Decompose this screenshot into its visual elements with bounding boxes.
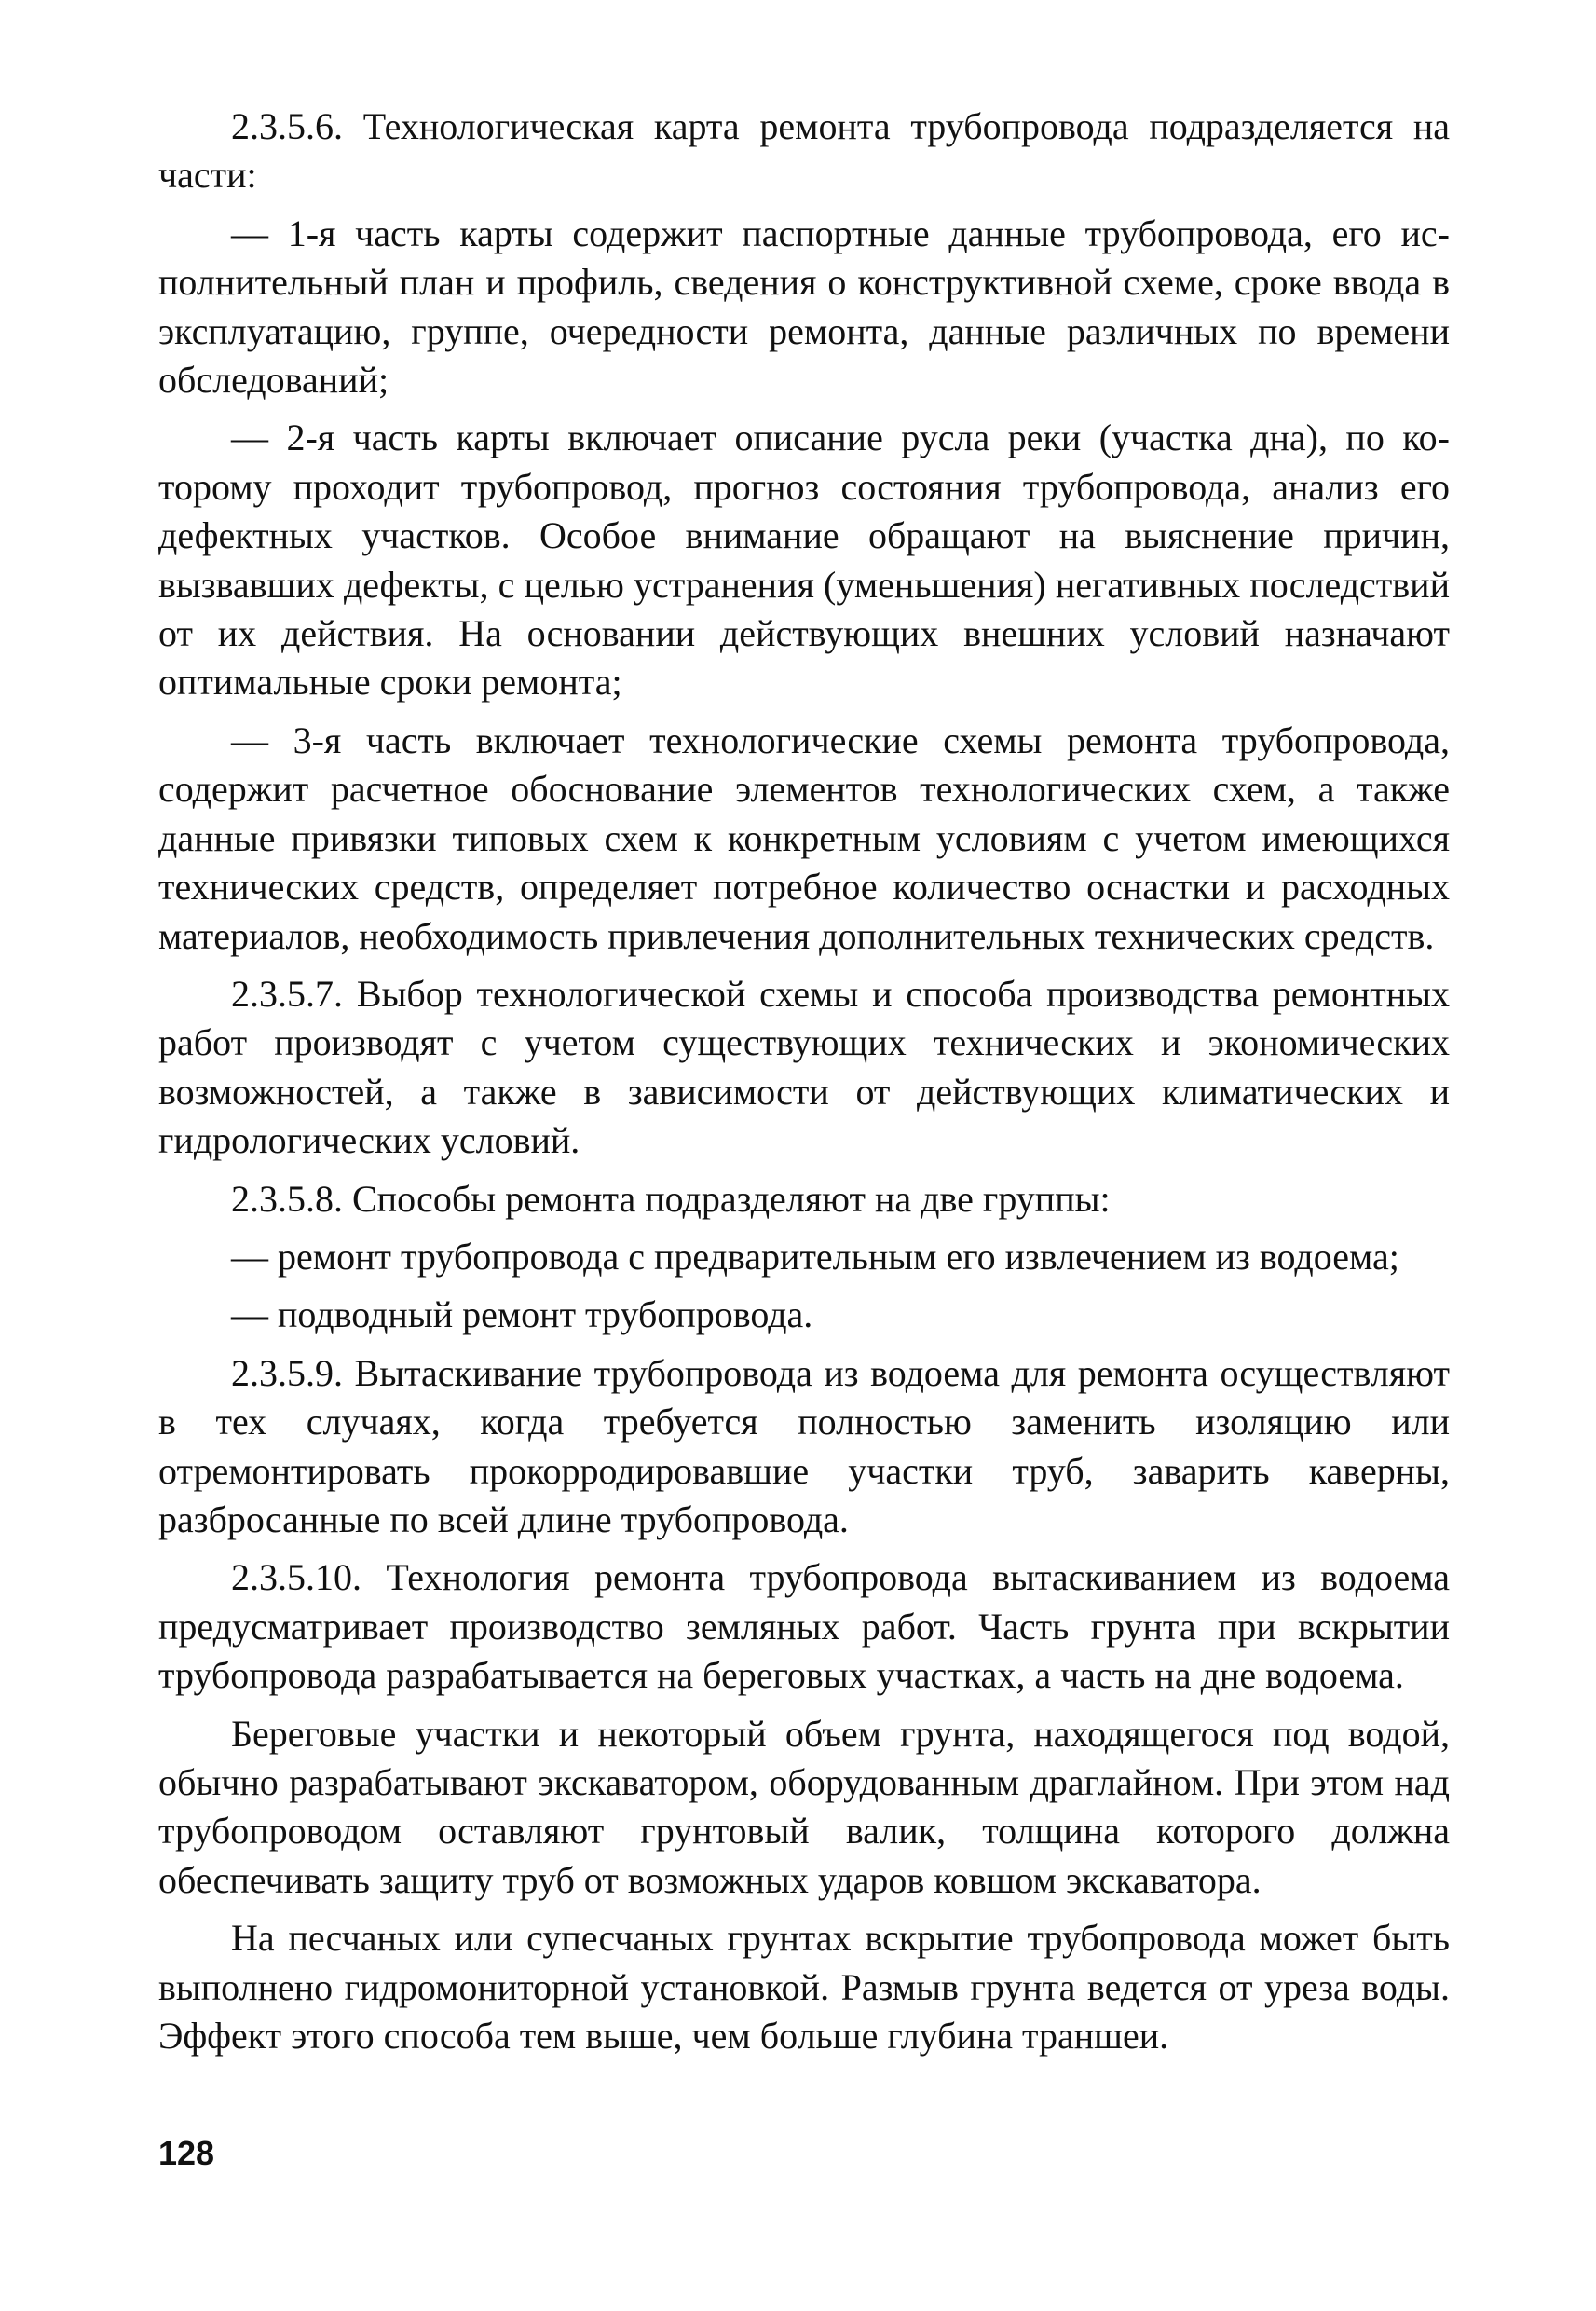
paragraph-2-3-5-9: 2.3.5.9. Вытаскивание трубопровода из водоема для ремонта осуществляют в тех случаях, когда требуется полностью заменить изоляцию или отремонтировать прокорродировавшие участки труб, заварить каверны, разбросанные по всей длине трубопровода. (158, 1351, 1450, 1540)
paragraph-sandy-soils: На песчаных или супесчаных грунтах вскрытие трубопровода может быть выполнено гидромониторной установкой. Размыв грунта ведется от уреза воды. Эффект этого способа тем выше, чем больше глубина траншеи. (158, 1917, 1450, 2058)
paragraph-2-3-5-6: 2.3.5.6. Технологическая карта ремонта трубопровода подразделяется на части: (158, 105, 1450, 197)
list-item-part-3: — 3-я часть включает технологические схемы ремонта трубопровода, содержит расчетное обоснование элементов технологических схем, а также данные привязки типовых схем к конкретным условиям с учетом имеющихся технических средств, определяет потребное количество оснастки и расходных материалов, необходимость привлечения дополнительных технических средств. (158, 718, 1450, 957)
paragraph-2-3-5-8: 2.3.5.8. Способы ремонта подразделяют на две группы: (231, 1177, 1111, 1220)
list-item-part-1: — 1-я часть карты содержит паспортные данные трубопровода, его исполнительный план и профиль, сведения о конструктивной схеме, сроке ввода в эксплуатацию, группе, очередности ремонта, данные различных по времени обследований; (158, 212, 1450, 402)
paragraph-shore-sections: Береговые участки и некоторый объем грунта, находящегося под водой, обычно разрабатывают экскаватором, оборудованным драглайном. При этом над трубопроводом оставляют грунтовый валик, толщина которого должна обеспечивать защиту труб от возможных ударов ковшом экскаватора. (158, 1712, 1450, 1901)
page-body (158, 103, 1450, 2060)
paragraph-2-3-5-10: 2.3.5.10. Технология ремонта трубопровода вытаскиванием из водоема предусматривает производство земляных работ. Часть грунта при вскрытии трубопровода разрабатывается на береговых участках, а часть на дне водоема. (158, 1556, 1450, 1697)
list-item-method-1: — ремонт трубопровода с предварительным его извлечением из водоема; (231, 1235, 1399, 1278)
list-item-part-2: — 2-я часть карты включает описание русла реки (участка дна), по которому проходит трубопровод, прогноз состояния трубопровода, анализ его дефектных участков. Особое внимание обращают на выяснение причин, вызвавших дефекты, с целью устранения (уменьшения) негативных последствий от их действия. На основании действующих внешних условий назначают оптимальные сроки ремонта; (158, 417, 1450, 704)
list-item-method-2: — подводный ремонт трубопровода. (231, 1293, 813, 1336)
paragraph-2-3-5-7: 2.3.5.7. Выбор технологической схемы и способа производства ремонтных работ производят с учетом существующих технических и экономических возможностей, а также в зависимости от действующих климатических и гидрологических условий. (158, 972, 1450, 1162)
page-number: 128 (158, 2134, 215, 2172)
